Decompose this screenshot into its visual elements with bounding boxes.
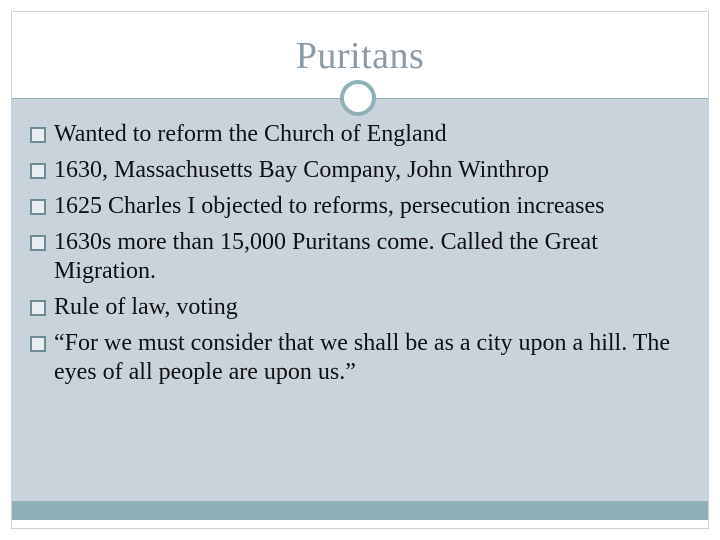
bullet-item — [28, 329, 696, 387]
bullet-text: Wanted to reform the Church of England — [54, 121, 447, 147]
bullet-item — [28, 120, 696, 149]
bullet-square-icon — [30, 199, 46, 215]
bottom-bar — [12, 501, 708, 520]
bullet-square-icon — [30, 127, 46, 143]
bullet-square-icon — [30, 336, 46, 352]
bullet-square-icon — [30, 235, 46, 251]
bullet-text: Rule of law, voting — [54, 294, 238, 320]
slide-title: Puritans — [295, 35, 425, 77]
bullet-text: 1625 Charles I objected to reforms, persecution increases — [54, 193, 605, 219]
bullet-list — [28, 120, 696, 394]
bullet-item — [28, 156, 696, 185]
circle-ornament-icon — [340, 80, 376, 116]
bullet-square-icon — [30, 300, 46, 316]
bullet-square-icon — [30, 163, 46, 179]
bullet-item — [28, 293, 696, 322]
bullet-text: 1630, Massachusetts Bay Company, John Winthrop — [54, 157, 549, 183]
bullet-text: “For we must consider that we shall be as a city upon a hill. The eyes of all people are upon us.” — [54, 330, 671, 385]
bullet-text: 1630s more than 15,000 Puritans come. Called the Great Migration. — [54, 229, 598, 284]
bullet-item — [28, 228, 696, 286]
bullet-item — [28, 192, 696, 221]
